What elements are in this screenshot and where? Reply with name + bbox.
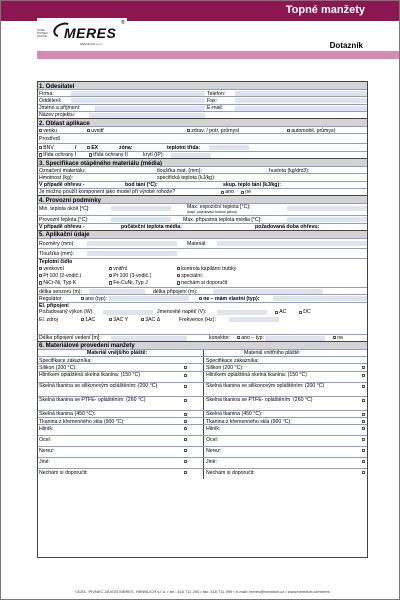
material-label: Skelná tkanina (450 °C): xyxy=(39,411,96,418)
logo-small-text: OCEL. PIVNEC ZÁVOD xyxy=(37,28,49,39)
row-location xyxy=(37,126,368,133)
material-label: Hliníkem opláštěná skelná tkanina: (150 °C) xyxy=(39,372,140,379)
label-hmotnost: Hmotnost (kg): xyxy=(39,174,74,181)
section-title: 5. Aplikační údaje xyxy=(39,232,90,239)
material-checkbox[interactable] xyxy=(362,438,365,441)
rozmery-field[interactable] xyxy=(87,241,177,246)
checkbox[interactable] xyxy=(109,281,112,284)
checkbox[interactable] xyxy=(199,297,202,300)
material-label: Nechám si doporučit: xyxy=(206,469,255,476)
row-delka-senzoru xyxy=(37,287,368,294)
row-pripad-ohrevu xyxy=(37,181,368,188)
ac1-label: 1AC xyxy=(85,316,96,323)
section-sender xyxy=(37,81,368,89)
dc-option[interactable] xyxy=(299,310,311,315)
material-checkbox[interactable] xyxy=(362,366,365,369)
checkbox[interactable] xyxy=(39,129,42,132)
material-checkbox[interactable] xyxy=(184,438,187,441)
label-max-pripustna: Max. přípustná teplota média [°C]: xyxy=(183,216,262,223)
row-cidlo xyxy=(37,258,368,265)
specialni-option[interactable] xyxy=(177,274,203,279)
right-column xyxy=(203,458,368,468)
accent-bar xyxy=(1,51,400,59)
row-delka-vedeni xyxy=(37,334,368,341)
label-konektor: konektor: xyxy=(209,335,231,342)
material-checkbox[interactable] xyxy=(362,385,365,388)
section-application-area xyxy=(37,118,368,126)
row-tloustka xyxy=(37,248,368,258)
checkbox[interactable] xyxy=(287,129,290,132)
nicr-label: NiCr-Ni, Typ K xyxy=(43,280,77,287)
checkbox[interactable] xyxy=(221,191,224,194)
row-spacer xyxy=(37,324,368,334)
material-label: Tkanina z křemenného skla (900 °C): xyxy=(39,418,125,425)
right-column xyxy=(203,397,368,410)
material-checkbox[interactable] xyxy=(362,449,365,452)
material-checkbox[interactable] xyxy=(362,471,365,474)
right-column xyxy=(203,447,368,457)
material-label: Hliníkem opláštěná skelná tkanina: (150 °C) xyxy=(206,372,307,379)
label-pocatecni: počáteční teplota média: xyxy=(121,224,182,231)
kon-ano-label: ano – typ: xyxy=(241,335,264,342)
material-row xyxy=(37,410,368,417)
row-zdroj xyxy=(37,316,368,323)
material-row xyxy=(37,371,368,382)
material-label: Jiné: xyxy=(206,458,217,465)
checkbox[interactable] xyxy=(241,191,244,194)
label-regulator: Regulátor xyxy=(39,295,62,302)
label-spec-right: Specifikace zákazníka: xyxy=(206,357,259,364)
row-ohrev xyxy=(37,223,368,230)
section-title: 2. Oblast aplikace xyxy=(39,120,90,127)
section-operating-conditions xyxy=(37,195,368,203)
material-label: Silikon (200 °C): xyxy=(206,364,244,371)
material-checkbox[interactable] xyxy=(184,471,187,474)
label-zona: zóna: xyxy=(119,144,133,151)
material-checkbox[interactable] xyxy=(184,366,187,369)
label-pripad: V případě ohřevu - xyxy=(39,182,85,189)
material-row xyxy=(37,396,368,410)
material-row xyxy=(37,435,368,446)
frekvence-field[interactable] xyxy=(229,317,279,322)
label-provozni: Provozní teplota [°C]: xyxy=(39,216,89,223)
jmeno-field[interactable] xyxy=(95,106,205,111)
reg-ano-label: ano (typ): xyxy=(85,295,108,302)
row-cidlo-1 xyxy=(37,265,368,272)
label-kryti: krytí (IP): xyxy=(143,152,165,159)
material-checkbox[interactable] xyxy=(362,460,365,463)
material-checkbox[interactable] xyxy=(184,374,187,377)
material-checkbox[interactable] xyxy=(362,413,365,416)
label-prostredi: Prostředí xyxy=(39,136,61,143)
uvnitr-label: uvnitř xyxy=(91,127,104,134)
auto-label: automobil. průmysl xyxy=(291,127,335,134)
checkbox[interactable] xyxy=(177,267,180,270)
checkbox[interactable] xyxy=(275,311,278,314)
label-vnejsi-plast: Materiál vnějšího pláště: xyxy=(87,350,148,357)
row-regulator xyxy=(37,294,368,301)
checkbox[interactable] xyxy=(177,281,180,284)
material-label: Skelná tkanina se PTFE- opláštěním: (260 °C) xyxy=(206,397,313,404)
fecuni-label: Fe-CuNi, Typ J xyxy=(113,280,148,287)
tloustka-field[interactable] xyxy=(87,251,177,256)
checkbox[interactable] xyxy=(109,267,112,270)
row-projekt xyxy=(37,111,368,118)
checkbox[interactable] xyxy=(39,146,42,149)
max-pripustna-field[interactable] xyxy=(287,217,367,222)
ac1-option[interactable] xyxy=(81,318,95,323)
ac-option[interactable] xyxy=(275,310,286,315)
material-rows xyxy=(37,363,368,479)
material-label: Skelná tkanina se silikonovým opláštěním: (200 °C) xyxy=(206,383,325,390)
footer-contact: OCEL. PIVNEC ZÁVOD MERES, HENNLICH s.r.o. • tel.: 416 711 200 • fax: 416 711 999 • e-mail: meres@hennlich.cz • www.hennlich.cz/meres xyxy=(75,589,330,594)
reg-typ-field[interactable] xyxy=(109,296,189,301)
material-field[interactable] xyxy=(217,241,367,246)
section-title: 3. Specifikace otápěného materiálu (média) xyxy=(39,160,163,167)
napeti-field[interactable] xyxy=(217,310,267,315)
venkovni-label: venkovní xyxy=(43,265,64,272)
checkbox[interactable] xyxy=(81,297,84,300)
material-checkbox[interactable] xyxy=(362,374,365,377)
material-checkbox[interactable] xyxy=(184,413,187,416)
row-ochrana xyxy=(37,151,368,158)
label-firma: Firma: xyxy=(39,90,54,97)
label-fax: Fax: xyxy=(207,97,218,104)
right-column xyxy=(203,425,368,435)
material-label: Ocel: xyxy=(39,436,52,443)
section-title: 6. Materiálové provedení manžety xyxy=(39,343,135,350)
material-checkbox[interactable] xyxy=(184,427,187,430)
teplotni-trida-field[interactable] xyxy=(209,145,249,150)
venkovni-option[interactable] xyxy=(39,267,64,272)
row-vykon xyxy=(37,309,368,316)
checkbox[interactable] xyxy=(39,153,42,156)
section-material-design xyxy=(37,341,368,349)
delka-vedeni-field[interactable] xyxy=(111,336,187,341)
label-jmeno: Jméno a příjmení: xyxy=(39,105,81,112)
label-napeti: Jmenovité napětí (V): xyxy=(157,309,207,316)
label-vnitrni-plast: Materiál vnitřního pláště: xyxy=(244,350,301,357)
material-checkbox[interactable] xyxy=(362,399,365,402)
material-checkbox[interactable] xyxy=(184,399,187,402)
kontrola-label: kontrola kapilární trubky xyxy=(181,265,237,272)
provozni-field[interactable] xyxy=(111,217,171,222)
label-tloustka: Tloušťka (mm): xyxy=(39,250,75,257)
material-label: Skelná tkanina se silikonovým opláštěním: (200 °C) xyxy=(39,383,158,390)
label-frekvence: Frekvence (Hz): xyxy=(179,316,216,323)
kontrola-option[interactable] xyxy=(177,267,236,272)
row-el-pripojeni xyxy=(37,302,368,309)
row-provozni xyxy=(37,215,368,222)
label-max-expozicni: Max. expoziční teplota [°C]: xyxy=(187,204,251,211)
checkbox[interactable] xyxy=(109,318,112,321)
label-hustota: hustota (kg/dm3): xyxy=(269,167,310,174)
material-checkbox[interactable] xyxy=(184,385,187,388)
material-label: Hliník: xyxy=(39,425,54,432)
label-material: Materiál: xyxy=(187,240,207,247)
material-label: Hliník: xyxy=(206,425,221,432)
section-title: 4. Provozní podmínky xyxy=(39,197,102,204)
label-tloustka-mat: tloušťka mat. (mm): xyxy=(157,167,202,174)
label-el-pripojeni: El. připojení xyxy=(39,303,69,310)
row-bnv xyxy=(37,143,368,150)
label-telefon: Telefon: xyxy=(207,90,226,97)
row-cidlo-2 xyxy=(37,272,368,279)
row-prostredi xyxy=(37,133,368,143)
material-label: Nerez: xyxy=(39,447,55,454)
ochrana1-label: třída ochrany I xyxy=(43,152,77,159)
material-checkbox[interactable] xyxy=(362,420,365,423)
label-vykon: Požadovaný výkon (W): xyxy=(39,309,94,316)
label-oznaceni: Označení materiálu: xyxy=(39,167,86,174)
max-expozicni-field[interactable] xyxy=(287,206,367,211)
pt100-3-option[interactable] xyxy=(109,274,151,279)
row-jmeno xyxy=(37,104,368,111)
logo-subtext: HENNLICH s.r.o. xyxy=(80,42,103,46)
separator: / xyxy=(75,144,77,151)
specialni-label: speciální: xyxy=(181,272,204,279)
pt100-3-label: Pt 100 (3-vodič.) xyxy=(113,272,152,279)
nechams-label: nechám si doporučit xyxy=(181,280,228,287)
right-column xyxy=(203,372,368,382)
konektor-typ-field[interactable] xyxy=(265,336,325,341)
row-hmotnost xyxy=(37,173,368,180)
questionnaire-form xyxy=(37,81,368,479)
label-oddeleni: Oddělení: xyxy=(39,97,62,104)
label-projekt: Název projektu: xyxy=(39,112,76,119)
checkbox[interactable] xyxy=(81,318,84,321)
material-label: Skelná tkanina (450 °C): xyxy=(206,411,263,418)
oddeleni-field[interactable] xyxy=(71,98,205,103)
material-checkbox[interactable] xyxy=(184,460,187,463)
material-label: Nechám si doporučit: xyxy=(39,469,88,476)
kryti-field[interactable] xyxy=(171,153,211,158)
firma-field[interactable] xyxy=(71,91,205,96)
checkbox[interactable] xyxy=(237,336,240,339)
row-oddeleni xyxy=(37,96,368,103)
checkbox[interactable] xyxy=(187,129,190,132)
label-max-expozicni-note: (např. pojedovací horkou párou) xyxy=(187,210,237,215)
checkbox[interactable] xyxy=(87,129,90,132)
ne-label: ne xyxy=(245,189,251,196)
label-teplotni-trida: teplotní třída: xyxy=(167,144,201,151)
pt100-2-label: Pt 100 (2-vodič.) xyxy=(43,272,82,279)
row-mat-heads xyxy=(37,349,368,356)
material-row xyxy=(37,363,368,370)
label-delka-vedeni: Délka připojení vedení [m]: xyxy=(39,335,101,342)
row-min-teplota xyxy=(37,203,368,215)
row-oznaceni xyxy=(37,166,368,173)
vykon-field[interactable] xyxy=(103,310,153,315)
checkbox[interactable] xyxy=(87,146,90,149)
bnv-label: BNV xyxy=(43,144,54,151)
material-row xyxy=(37,382,368,396)
row-rozmery xyxy=(37,238,368,248)
logo-brand: MERES xyxy=(64,25,117,41)
material-label: Tkanina z křemenného skla (900 °C): xyxy=(206,418,292,425)
ac3y-label: 3AC Y xyxy=(113,316,129,323)
page-title: Topné manžety xyxy=(285,4,365,16)
label-min-teplota: Min. teplota okolí [°C]: xyxy=(39,206,90,213)
material-label: Silikon (200 °C): xyxy=(39,364,77,371)
vnitrni-option[interactable] xyxy=(109,267,127,272)
email-field[interactable] xyxy=(235,106,367,111)
min-teplota-field[interactable] xyxy=(111,206,171,211)
label-skup-teplo: skup. teplo tání (kJ/kg): xyxy=(223,182,281,189)
ac3d-label: 3AC Δ xyxy=(145,316,161,323)
ac3y-option[interactable] xyxy=(109,318,128,323)
right-column xyxy=(203,469,368,479)
label-email: E-mail: xyxy=(207,105,224,112)
checkbox[interactable] xyxy=(89,153,92,156)
label-pripad-ohrevu: V případě ohřevu - xyxy=(39,224,85,231)
section-title: 1. Odesilatel xyxy=(39,83,75,90)
delka-pripojeni-field[interactable] xyxy=(213,289,323,294)
material-row xyxy=(37,457,368,468)
row-cidlo-3 xyxy=(37,280,368,287)
ac3d-option[interactable] xyxy=(141,318,160,323)
checkbox[interactable] xyxy=(39,281,42,284)
checkbox[interactable] xyxy=(333,336,336,339)
row-pouzit-model xyxy=(37,188,368,195)
label-delka-senzoru: délka senzoru (m): xyxy=(39,288,82,295)
row-firma xyxy=(37,89,368,96)
form-subtitle: Dotazník xyxy=(329,41,363,50)
label-rozmery: Rozměry (mm): xyxy=(39,240,75,247)
pt100-2-option[interactable] xyxy=(39,274,81,279)
ano-label: ano xyxy=(225,189,234,196)
row-specifikace xyxy=(37,356,368,363)
section-application-data xyxy=(37,230,368,238)
label-doba: požadovaná doba ohřevu: xyxy=(255,224,320,231)
fecuni-option[interactable] xyxy=(109,281,148,286)
material-checkbox[interactable] xyxy=(184,449,187,452)
label-delka-pripojeni: délka připojení (m): xyxy=(153,288,198,295)
checkbox[interactable] xyxy=(141,318,144,321)
delka-senzoru-field[interactable] xyxy=(89,289,145,294)
vnitrni-label: vnitřní xyxy=(113,265,128,272)
label-cidlo: Teplotní čidlo xyxy=(39,259,73,266)
material-row xyxy=(37,446,368,457)
ac-label: AC xyxy=(279,309,287,316)
reg-ne-label: ne – mám vlastní (typ): xyxy=(203,295,260,302)
right-column xyxy=(203,383,368,396)
venku-label: venku xyxy=(43,127,58,134)
label-bod-tani: bod tání (°C): xyxy=(125,182,158,189)
material-checkbox[interactable] xyxy=(184,420,187,423)
checkbox[interactable] xyxy=(177,274,180,277)
material-row xyxy=(37,468,368,479)
label-spec-left: Specifikace zákazníka: xyxy=(39,357,92,364)
material-label: Ocel: xyxy=(206,436,219,443)
ex-label: EX xyxy=(91,144,99,151)
projekt-field[interactable] xyxy=(89,113,205,118)
nicr-option[interactable] xyxy=(39,281,76,286)
registered-icon: ® xyxy=(121,20,125,26)
nechams-option[interactable] xyxy=(177,281,228,286)
ochrana2-label: třída ochrany II xyxy=(93,152,128,159)
checkbox[interactable] xyxy=(39,274,42,277)
label-spec-teplota: specifická teplota (kJ/kg): xyxy=(157,174,216,181)
material-label: Nerez: xyxy=(206,447,222,454)
checkbox[interactable] xyxy=(299,311,302,314)
material-label: Skelná tkanina se PTFE- opláštěním: (260 °C) xyxy=(39,397,146,404)
telefon-field[interactable] xyxy=(235,91,367,96)
label-zdroj: El. zdroj xyxy=(39,316,58,323)
section-material-spec xyxy=(37,158,368,166)
kon-ne-label: ne xyxy=(337,335,343,342)
label-pouzit: Je možno použít komponent jako model při výrobě rohože? xyxy=(39,189,176,196)
checkbox[interactable] xyxy=(39,267,42,270)
reg-vlastni-field[interactable] xyxy=(273,296,367,301)
fax-field[interactable] xyxy=(235,98,367,103)
material-row xyxy=(37,424,368,435)
material-label: Jiné: xyxy=(39,458,50,465)
material-checkbox[interactable] xyxy=(362,427,365,430)
material-row xyxy=(37,417,368,424)
right-column xyxy=(203,436,368,446)
checkbox[interactable] xyxy=(109,274,112,277)
zdrav-label: zdrav. / potr. průmysl xyxy=(191,127,239,134)
dc-label: DC xyxy=(303,309,311,316)
